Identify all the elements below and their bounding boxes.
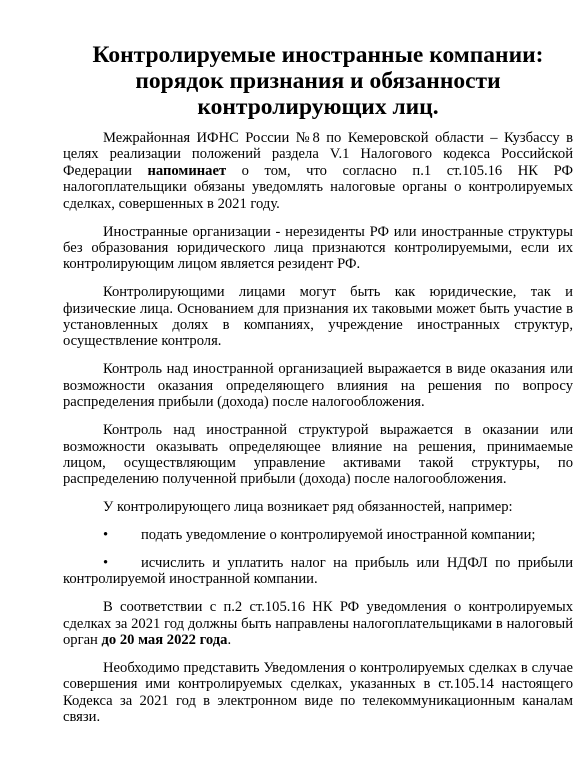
- paragraph-foreign-organizations: Иностранные организации - нерезиденты РФ или иностранные структуры без образования юридического лица признаются контролируемыми, если их контролирующим лицом является резидент РФ.: [63, 223, 573, 273]
- paragraph-controlling-persons: Контролирующими лицами могут быть как юридические, так и физические лица. Основанием для признания их таковыми может быть участие в установленных долях в компаниях, учреждение иностранных структур, осуществление контроля.: [63, 284, 573, 350]
- document-page: [63, 42, 573, 737]
- list-item-text: исчислить и уплатить налог на прибыль или НДФЛ по прибыли контролируемой иностранной компании.: [63, 555, 573, 588]
- bullet-marker: •: [103, 527, 109, 544]
- list-item: [63, 555, 573, 588]
- intro-text-end: о том, что согласно п.1 ст.105.16 НК РФ налогоплательщики обязаны уведомлять налоговые органы о контролируемых сделках, совершенных в 2021 году.: [63, 162, 573, 212]
- paragraph-obligations-intro: У контролирующего лица возникает ряд обязанностей, например:: [103, 499, 513, 516]
- paragraph-deadline: [63, 599, 573, 648]
- paragraph-submission: Необходимо представить Уведомления о контролируемых сделках в случае совершения ими контролируемых сделках, указанных в ст.105.14 настоящего Кодекса за 2021 год в электронном виде по телекоммуникационным каналам связи.: [63, 660, 573, 726]
- list-item: [63, 527, 573, 543]
- deadline-date: до 20 мая 2022 года: [101, 632, 228, 649]
- intro-paragraph: [63, 130, 573, 212]
- paragraph-control-organization: Контроль над иностранной организацией выражается в виде оказания или возможности оказания определяющего влияния на решения по вопросу распределения прибыли (дохода) после налогообложения.: [63, 361, 573, 411]
- document-title: Контролируемые иностранные компании: порядок признания и обязанности контролирующих лиц.: [92, 42, 544, 120]
- paragraph-control-structure: Контроль над иностранной структурой выражается в оказании или возможности оказывать определяющее влияние на решения, принимаемые лицом, осуществляющим управление активами такой структуры, по распределению полученной прибыли (дохода) после налогообложения.: [63, 422, 573, 488]
- deadline-text-end: .: [227, 632, 232, 649]
- bullet-marker: •: [103, 555, 109, 572]
- intro-emphasis: напоминает: [147, 162, 227, 179]
- intro-text-start: Межрайонная ИФНС России №8 по Кемеровской области – Кузбассу в целях реализации положений раздела V.1 Налогового кодекса Российской Федерации: [63, 130, 573, 179]
- list-item-text: подать уведомление о контролируемой иностранной компании;: [141, 527, 536, 544]
- deadline-text-start: В соответствии с п.2 ст.105.16 НК РФ уведомления о контролируемых сделках за 2021 год должны быть направлены налогоплательщиками в налоговый орган: [63, 599, 573, 649]
